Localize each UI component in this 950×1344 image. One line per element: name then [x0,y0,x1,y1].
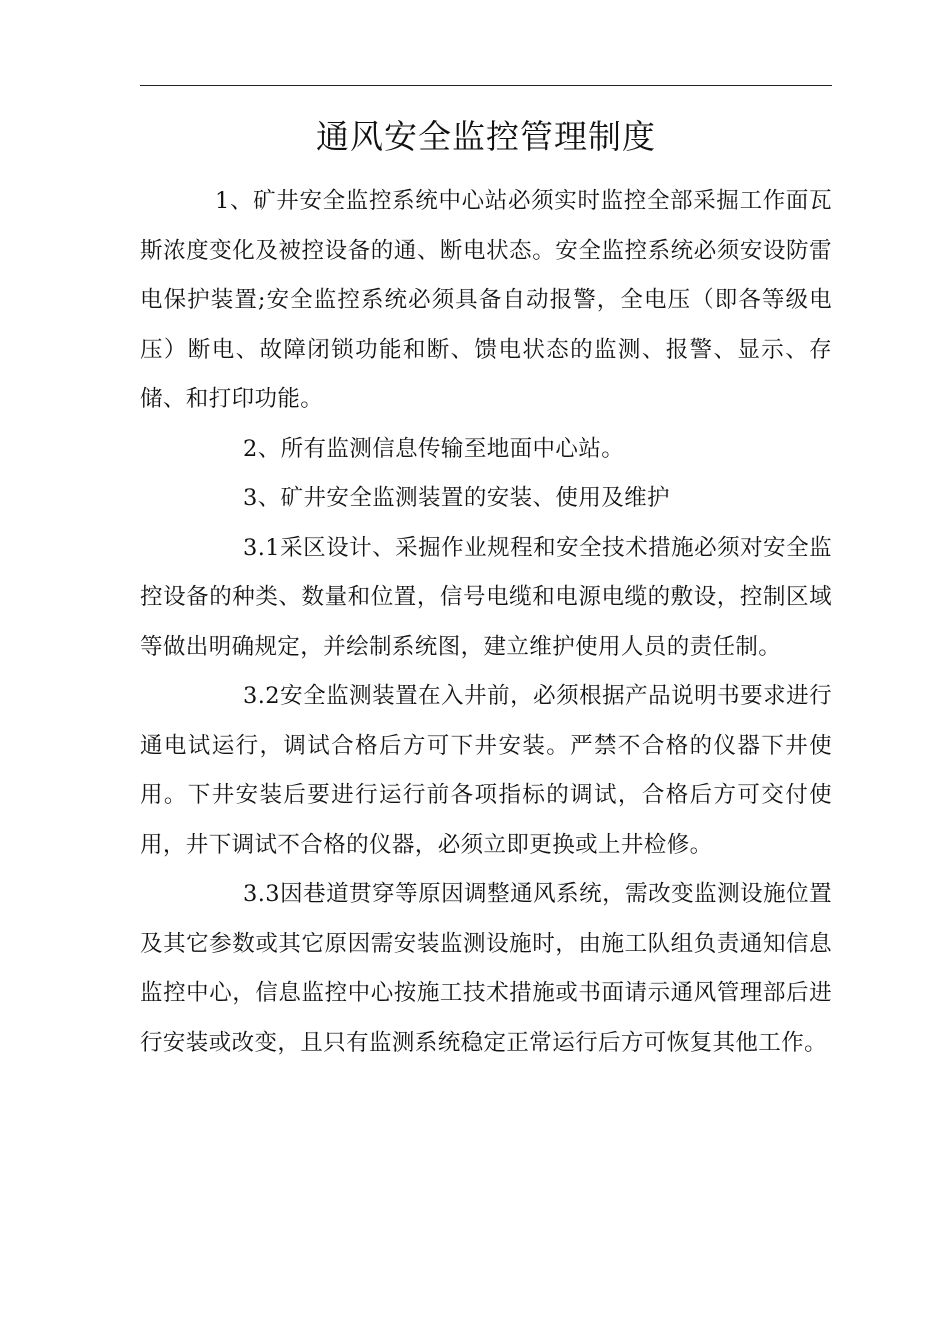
header-rule [140,85,832,86]
paragraph-2: 2、所有监测信息传输至地面中心站。 [243,435,625,462]
paragraph-3-2: 3.2安全监测装置在入井前，必须根据产品说明书要求进行通电试运行，调试合格后方可下井安装。严禁不合格的仪器下井使用。下井安装后要进行运行前各项指标的调试，合格后方可交付使用，井下调试不合格的仪器，必须立即更换或上井检修。 [140,683,832,858]
paragraph-3: 3、矿井安全监测装置的安装、使用及维护 [243,485,670,511]
paragraph-1: 1、矿井安全监控系统中心站必须实时监控全部采掘工作面瓦斯浓度变化及被控设备的通、断电状态。安全监控系统必须安设防雷电保护装置;安全监控系统必须具备自动报警，全电压（即各等级电压）断电、故障闭锁功能和断、馈电状态的监测、报警、显示、存储、和打印功能。 [140,188,832,412]
paragraph-3-3: 3.3因巷道贯穿等原因调整通风系统，需改变监测设施位置及其它参数或其它原因需安装监测设施时，由施工队组负责通知信息监控中心，信息监控中心按施工技术措施或书面请示通风管理部后进行安装或改变，且只有监测系统稳定正常运行后方可恢复其他工作。 [140,881,832,1056]
document-title: 通风安全监控管理制度 [316,117,656,156]
paragraph-3-1: 3.1采区设计、采掘作业规程和安全技术措施必须对安全监控设备的种类、数量和位置，信号电缆和电源电缆的敷设，控制区域等做出明确规定，并绘制系统图，建立维护使用人员的责任制。 [140,534,832,660]
document-body [140,177,832,1068]
